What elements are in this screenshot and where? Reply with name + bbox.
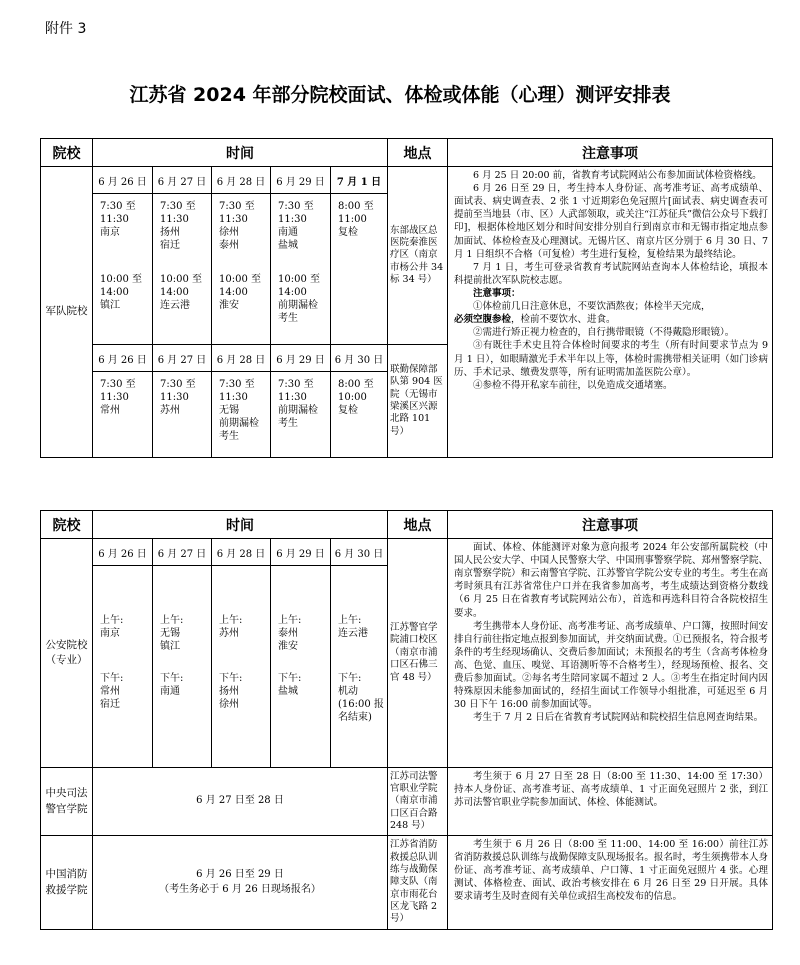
note-paragraph: 面试、体检、体能测评对象为意向报考 2024 年公安部所属院校（中国人民公安大学、中国人民警察大学、中国刑事警察学院、郑州警察学院、南京警察学院）和云南警官学院、江苏警官学院公安专业的考生。考生在高考时须具有江苏省常住户口并在我省参加高考，考生成绩达到资格分数线（6 月 25 日在省教育考试院网站公布），首选和再选科目符合各院校招生要求。 <box>454 542 769 619</box>
header-school: 院校 <box>41 511 93 539</box>
note-paragraph: 考生于 7 月 2 日后在省教育考试院网站和院校招生信息网查询结果。 <box>473 712 764 724</box>
time-cell: 6 月 27 日至 28 日 <box>93 768 388 836</box>
slot-cell: 上午: 泰州 淮安 下午: 盐城 <box>271 566 331 768</box>
school-cell: 公安院校 （专业） <box>41 539 93 768</box>
header-time: 时间 <box>93 511 388 539</box>
school-cell: 中国消防 救援学院 <box>41 836 93 930</box>
slot-cell: 8:00 至 10:00 复检 <box>331 372 388 458</box>
police-schedule-table <box>40 510 773 930</box>
page-title: 江苏省 2024 年部分院校面试、体检或体能（心理）测评安排表 <box>129 84 671 106</box>
header-notes: 注意事项 <box>448 511 773 539</box>
date-cell: 6 月 30 日 <box>331 539 388 566</box>
header-notes: 注意事项 <box>448 139 773 167</box>
date-cell: 6 月 30 日 <box>331 345 388 372</box>
note-text: ①体检前几日注意休息，不要饮酒熬夜；体检半天完成， <box>473 301 711 313</box>
slot-cell: 7:30 至 11:30 南通 盐城 10:00 至 14:00 前期漏检 考生 <box>271 194 331 345</box>
slot-cell: 7:30 至 11:30 无锡 前期漏检 考生 <box>212 372 271 458</box>
note-paragraph: 考生携带本人身份证、高考准考证、高考成绩单、户口簿，按照时间安排自行前往指定地点报到参加面试，并交纳面试费。①已预报名，符合报考条件的考生经现场确认、交费后参加面试；未预报名的考生（含高考体检身高、色觉、血压、嗅觉、耳语测听等不合格考生），经现场预检、报名、交费后参加面试。②每名考生陪同家属不超过 2 人。③考生在指定时间内因特殊原因未能参加面试的，经招生面试工作领导小组批准，可延迟至 6 月 30 日下午 16:00 前参加面试等。 <box>454 620 769 711</box>
judicial-row <box>41 768 773 836</box>
time-cell: 6 月 26 日至 29 日 （考生务必于 6 月 26 日现场报名） <box>93 836 388 930</box>
header-location: 地点 <box>388 139 448 167</box>
note-emphasis: 必须空腹参检 <box>454 314 512 326</box>
note-paragraph <box>454 313 768 326</box>
date-cell: 6 月 28 日 <box>212 345 271 372</box>
slot-cell: 上午: 苏州 下午: 扬州 徐州 <box>212 566 271 768</box>
location-cell: 江苏司法警官职业学院（南京市浦口区百合路 248 号） <box>388 768 448 836</box>
slot-cell: 7:30 至 11:30 前期漏检 考生 <box>271 372 331 458</box>
date-row <box>41 167 773 194</box>
note-heading: 注意事项： <box>473 287 521 299</box>
date-cell: 6 月 29 日 <box>271 345 331 372</box>
notes-cell <box>448 768 773 836</box>
date-cell: 6 月 27 日 <box>153 345 212 372</box>
note-paragraph: 6 月 26 日至 29 日，考生持本人身份证、高考准考证、高考成绩单、面试表、病史调查表、2 张 1 寸近期彩色免冠照片[面试表、病史调查表可提前至当地县（市、区）人武部领取，或关注“江苏征兵”微信公众号下载打印]，根据体检地区划分和时间安排分别自行到南京市和无锡市指定地点参加面试、体检检查及心理测试。无锡片区、南京片区分别于 6 月 30 日、7 月 1 日组织不合格（可复检）考生进行复检，复检结果为最终结论。 <box>454 183 769 260</box>
date-cell: 6 月 26 日 <box>93 539 153 566</box>
slot-cell: 8:00 至 11:00 复检 <box>331 194 388 345</box>
slot-cell: 7:30 至 11:30 苏州 <box>153 372 212 458</box>
slot-cell: 上午: 无锡 镇江 下午: 南通 <box>153 566 212 768</box>
fire-row <box>41 836 773 930</box>
slot-cell: 7:30 至 11:30 扬州 宿迁 10:00 至 14:00 连云港 <box>153 194 212 345</box>
note-paragraph: 考生须于 6 月 27 日至 28 日（8:00 至 11:30、14:00 至 17:30）持本人身份证、高考准考证、高考成绩单、1 寸正面免冠照片 2 张，到江苏司法警官职业学院参加面试、体检、体能测试。 <box>454 771 769 809</box>
slot-cell: 上午: 连云港 下午: 机动 (16:00 报 名结束) <box>331 566 388 768</box>
slot-cell: 7:30 至 11:30 南京 10:00 至 14:00 镇江 <box>93 194 153 345</box>
date-cell: 6 月 29 日 <box>271 539 331 566</box>
school-cell: 中央司法 警官学院 <box>41 768 93 836</box>
note-text: ，检前不要饮水、进食。 <box>511 314 616 326</box>
location-cell: 江苏警官学院浦口校区（南京市浦口区石佛三官 48 号） <box>388 539 448 768</box>
header-school: 院校 <box>41 139 93 167</box>
note-paragraph <box>454 300 768 313</box>
date-cell: 6 月 27 日 <box>153 539 212 566</box>
note-paragraph: 6 月 25 日 20:00 前，省教育考试院网站公布参加面试体检资格线。 <box>473 170 762 181</box>
slot-cell: 上午: 南京 下午: 常州 宿迁 <box>93 566 153 768</box>
military-schedule-table <box>40 138 773 458</box>
note-paragraph: ④参检不得开私家车前往，以免造成交通堵塞。 <box>473 379 673 391</box>
location-cell: 东部战区总医院秦淮医疗区（南京市杨公井 34 标 34 号） <box>388 167 448 345</box>
slot-cell: 7:30 至 11:30 徐州 泰州 10:00 至 14:00 淮安 <box>212 194 271 345</box>
date-cell: 6 月 28 日 <box>212 539 271 566</box>
notes-cell <box>448 836 773 930</box>
location-cell: 江苏省消防救援总队训练与战勤保障支队（南京市雨花台区龙飞路 2 号） <box>388 836 448 930</box>
note-paragraph: 考生须于 6 月 26 日（8:00 至 11:00、14:00 至 16:00）前往江苏省消防救援总队训练与战勤保障支队现场报名。报名时，考生须携带本人身份证、高考准考证、高考成绩单、户口簿、1 寸正面免冠照片 4 张。心理测试、体格检查、面试、政治考核安排在 6 月 26 日至 29 日开展。具体要求请考生及时查阅有关单位或招生高校发布的信息。 <box>454 839 769 903</box>
attachment-label: 附件 3 <box>45 21 87 37</box>
header-row <box>41 139 773 167</box>
header-time: 时间 <box>93 139 388 167</box>
location-cell: 联勤保障部队第 904 医院（无锡市梁溪区兴源北路 101 号） <box>388 345 448 458</box>
school-cell: 军队院校 <box>41 167 93 458</box>
date-cell: 6 月 26 日 <box>93 345 153 372</box>
date-cell: 6 月 28 日 <box>212 167 271 194</box>
header-location: 地点 <box>388 511 448 539</box>
date-cell: 6 月 26 日 <box>93 167 153 194</box>
notes-cell <box>448 167 773 458</box>
note-paragraph: ③有既往手术史且符合体检时间要求的考生（所有时间要求节点为 9 月 1 日），如眼睛激光手术半年以上等，体检时需携带相关证明（如门诊病历、手术记录、缴费发票等，所有证明需加盖医院公章）。 <box>454 340 769 378</box>
notes-cell <box>448 539 773 768</box>
date-row <box>41 539 773 566</box>
date-cell: 7 月 1 日 <box>331 167 388 194</box>
note-paragraph: ②需进行矫正视力检查的，自行携带眼镜（不得戴隐形眼镜）。 <box>473 327 735 339</box>
header-row <box>41 511 773 539</box>
date-cell: 6 月 27 日 <box>153 167 212 194</box>
note-paragraph: 7 月 1 日，考生可登录省教育考试院网站查询本人体检结论，填报本科提前批次军队院校志愿。 <box>454 261 769 286</box>
date-cell: 6 月 29 日 <box>271 167 331 194</box>
slot-cell: 7:30 至 11:30 常州 <box>93 372 153 458</box>
